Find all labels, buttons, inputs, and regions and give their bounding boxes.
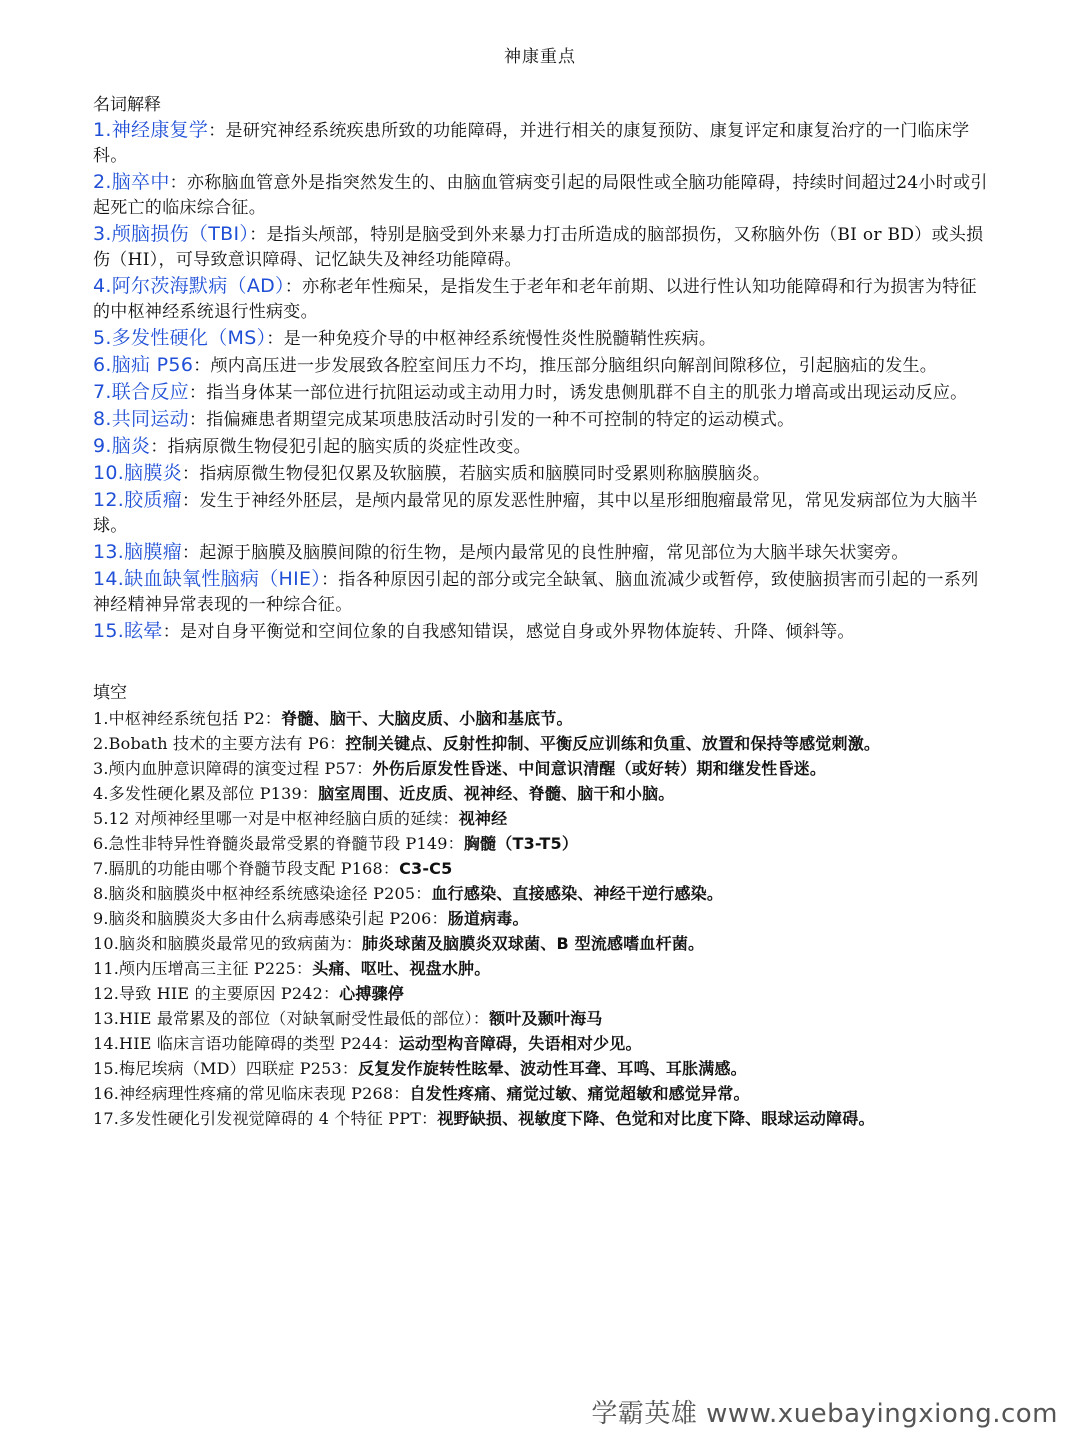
fill-item [93, 1081, 993, 1106]
fill-answer: 外伤后原发性昏迷、中间意识清醒（或好转）期和继发性昏迷。 [372, 759, 827, 778]
fill-item [93, 906, 993, 931]
fill-answer: 视野缺损、视敏度下降、色觉和对比度下降、眼球运动障碍。 [437, 1109, 875, 1128]
definitions-list [93, 118, 993, 645]
definition-text: ：是研究神经系统疾患所致的功能障碍，并进行相关的康复预防、康复评定和康复治疗的一门临床学科。 [93, 121, 970, 166]
definition-text: ：指偏瘫患者期望完成某项患肢活动时引发的一种不可控制的特定的运动模式。 [188, 410, 795, 430]
fill-item [93, 856, 993, 881]
document-body [93, 92, 993, 1131]
definition-text: ：是指头颅部，特别是脑受到外来暴力打击所造成的脑部损伤，又称脑外伤（BI or BD）或头损伤（HI），可导致意识障碍、记忆缺失及神经功能障碍。 [93, 225, 984, 270]
fill-item [93, 706, 993, 731]
fill-answer: 自发性疼痛、痛觉过敏、痛觉超敏和感觉异常。 [409, 1084, 750, 1103]
fill-question: 16.神经病理性疼痛的常见临床表现 P268： [93, 1084, 410, 1103]
definition-item [93, 118, 993, 169]
fill-item [93, 731, 993, 756]
definition-item [93, 326, 993, 352]
definition-text: ：起源于脑膜及脑膜间隙的衍生物，是颅内最常见的良性肿瘤，常见部位为大脑半球矢状窦旁。 [182, 543, 909, 563]
fill-answer: 心搏骤停 [339, 984, 404, 1003]
definition-term: 15.眩晕 [93, 620, 163, 642]
fill-item [93, 1106, 993, 1131]
fill-answer: 额叶及颞叶海马 [489, 1009, 603, 1028]
fill-question: 5.12 对颅神经里哪一对是中枢神经脑白质的延续： [93, 809, 459, 828]
fill-answer: 肺炎球菌及脑膜炎双球菌、B 型流感嗜血杆菌。 [362, 934, 705, 953]
definition-text: ：颅内高压进一步发展致各腔室间压力不均，推压部分脑组织向解剖间隙移位，引起脑疝的发生。 [193, 356, 938, 376]
definition-term: 14.缺血缺氧性脑病（HIE） [93, 568, 322, 590]
fill-question: 12.导致 HIE 的主要原因 P242： [93, 984, 340, 1003]
definition-term: 3.颅脑损伤（TBI） [93, 223, 250, 245]
definition-term: 1.神经康复学 [93, 119, 209, 141]
fill-item [93, 981, 993, 1006]
fill-question: 1.中枢神经系统包括 P2： [93, 709, 282, 728]
fill-list [93, 706, 993, 1131]
definition-text: ：指各种原因引起的部分或完全缺氧、脑血流减少或暂停，致使脑损害而引起的一系列神经精神异常表现的一种综合征。 [93, 570, 979, 615]
fill-item [93, 1031, 993, 1056]
fill-answer: 反复发作旋转性眩晕、波动性耳聋、耳鸣、耳胀满感。 [358, 1059, 747, 1078]
fill-question: 7.膈肌的功能由哪个脊髓节段支配 P168： [93, 859, 400, 878]
definition-item [93, 274, 993, 325]
definition-item [93, 461, 993, 487]
definition-text: ：是对自身平衡觉和空间位象的自我感知错误，感觉自身或外界物体旋转、升降、倾斜等。 [162, 622, 855, 642]
definition-term: 2.脑卒中 [93, 171, 170, 193]
watermark: 学霸英雄 www.xuebayingxiong.com [591, 1399, 1058, 1429]
fill-question: 8.脑炎和脑膜炎中枢神经系统感染途径 P205： [93, 884, 432, 903]
fill-item [93, 956, 993, 981]
fill-item [93, 931, 993, 956]
fill-answer: 头痛、呕吐、视盘水肿。 [312, 959, 491, 978]
definition-term: 9.脑炎 [93, 435, 151, 457]
definition-text: ：指当身体某一部位进行抗阻运动或主动用力时，诱发患侧肌群不自主的肌张力增高或出现运动反应。 [188, 383, 968, 403]
definition-text: ：指病原微生物侵犯引起的脑实质的炎症性改变。 [150, 437, 531, 457]
fill-question: 10.脑炎和脑膜炎最常见的致病菌为： [93, 934, 363, 953]
definition-term: 10.脑膜炎 [93, 462, 183, 484]
definition-text: ：亦称脑血管意外是指突然发生的、由脑血管病变引起的局限性或全脑功能障碍，持续时间超过24小时或引起死亡的临床综合征。 [93, 173, 988, 218]
fill-question: 11.颅内压增高三主征 P225： [93, 959, 313, 978]
definition-term: 7.联合反应 [93, 381, 189, 403]
definition-item [93, 170, 993, 221]
page-title: 神康重点 [504, 47, 576, 67]
fill-heading: 填空 [93, 683, 127, 703]
definitions-heading: 名词解释 [93, 95, 161, 115]
fill-answer: 血行感染、直接感染、神经干逆行感染。 [431, 884, 724, 903]
definition-item [93, 488, 993, 539]
definition-term: 8.共同运动 [93, 408, 189, 430]
definition-item [93, 222, 993, 273]
definition-term: 4.阿尔茨海默病（AD） [93, 275, 285, 297]
fill-item [93, 1006, 993, 1031]
fill-item [93, 1056, 993, 1081]
definition-term: 5.多发性硬化（MS） [93, 327, 267, 349]
section-spacer [93, 646, 993, 680]
fill-answer: 控制关键点、反射性抑制、平衡反应训练和负重、放置和保持等感觉刺激。 [345, 734, 881, 753]
definition-text: ：是一种免疫介导的中枢神经系统慢性炎性脱髓鞘性疾病。 [266, 329, 717, 349]
definition-item [93, 434, 993, 460]
definition-term: 6.脑疝 P56 [93, 354, 194, 376]
definition-text: ：发生于神经外胚层，是颅内最常见的原发恶性肿瘤，其中以星形细胞瘤最常见，常见发病部位为大脑半球。 [93, 491, 978, 536]
fill-item [93, 831, 993, 856]
definition-item [93, 380, 993, 406]
fill-item [93, 881, 993, 906]
definition-item [93, 407, 993, 433]
fill-answer: 运动型构音障碍，失语相对少见。 [398, 1034, 642, 1053]
fill-question: 2.Bobath 技术的主要方法有 P6： [93, 734, 346, 753]
definition-item [93, 619, 993, 645]
definition-item [93, 540, 993, 566]
fill-question: 3.颅内血肿意识障碍的演变过程 P57： [93, 759, 373, 778]
fill-answer: 肠道病毒。 [447, 909, 529, 928]
fill-item [93, 756, 993, 781]
fill-answer: 胸髓（T3-T5） [463, 834, 579, 853]
definition-term: 13.脑膜瘤 [93, 541, 183, 563]
fill-question: 14.HIE 临床言语功能障碍的类型 P244： [93, 1034, 399, 1053]
fill-item [93, 806, 993, 831]
fill-answer: C3-C5 [399, 859, 453, 878]
definition-item [93, 567, 993, 618]
fill-answer: 视神经 [458, 809, 508, 828]
fill-answer: 脊髓、脑干、大脑皮质、小脑和基底节。 [281, 709, 573, 728]
fill-question: 15.梅尼埃病（MD）四联症 P253： [93, 1059, 359, 1078]
fill-question: 4.多发性硬化累及部位 P139： [93, 784, 319, 803]
fill-question: 9.脑炎和脑膜炎大多由什么病毒感染引起 P206： [93, 909, 448, 928]
definition-item [93, 353, 993, 379]
definition-term: 12.胶质瘤 [93, 489, 183, 511]
definition-text: ：指病原微生物侵犯仅累及软脑膜，若脑实质和脑膜同时受累则称脑膜脑炎。 [182, 464, 771, 484]
fill-question: 13.HIE 最常累及的部位（对缺氧耐受性最低的部位）： [93, 1009, 490, 1028]
fill-question: 17.多发性硬化引发视觉障碍的 4 个特征 PPT： [93, 1109, 438, 1128]
definition-text: ：亦称老年性痴呆，是指发生于老年和老年前期、以进行性认知功能障碍和行为损害为特征的中枢神经系统退行性病变。 [93, 277, 977, 322]
fill-item [93, 781, 993, 806]
fill-answer: 脑室周围、近皮质、视神经、脊髓、脑干和小脑。 [318, 784, 675, 803]
fill-question: 6.急性非特异性脊髓炎最常受累的脊髓节段 P149： [93, 834, 464, 853]
